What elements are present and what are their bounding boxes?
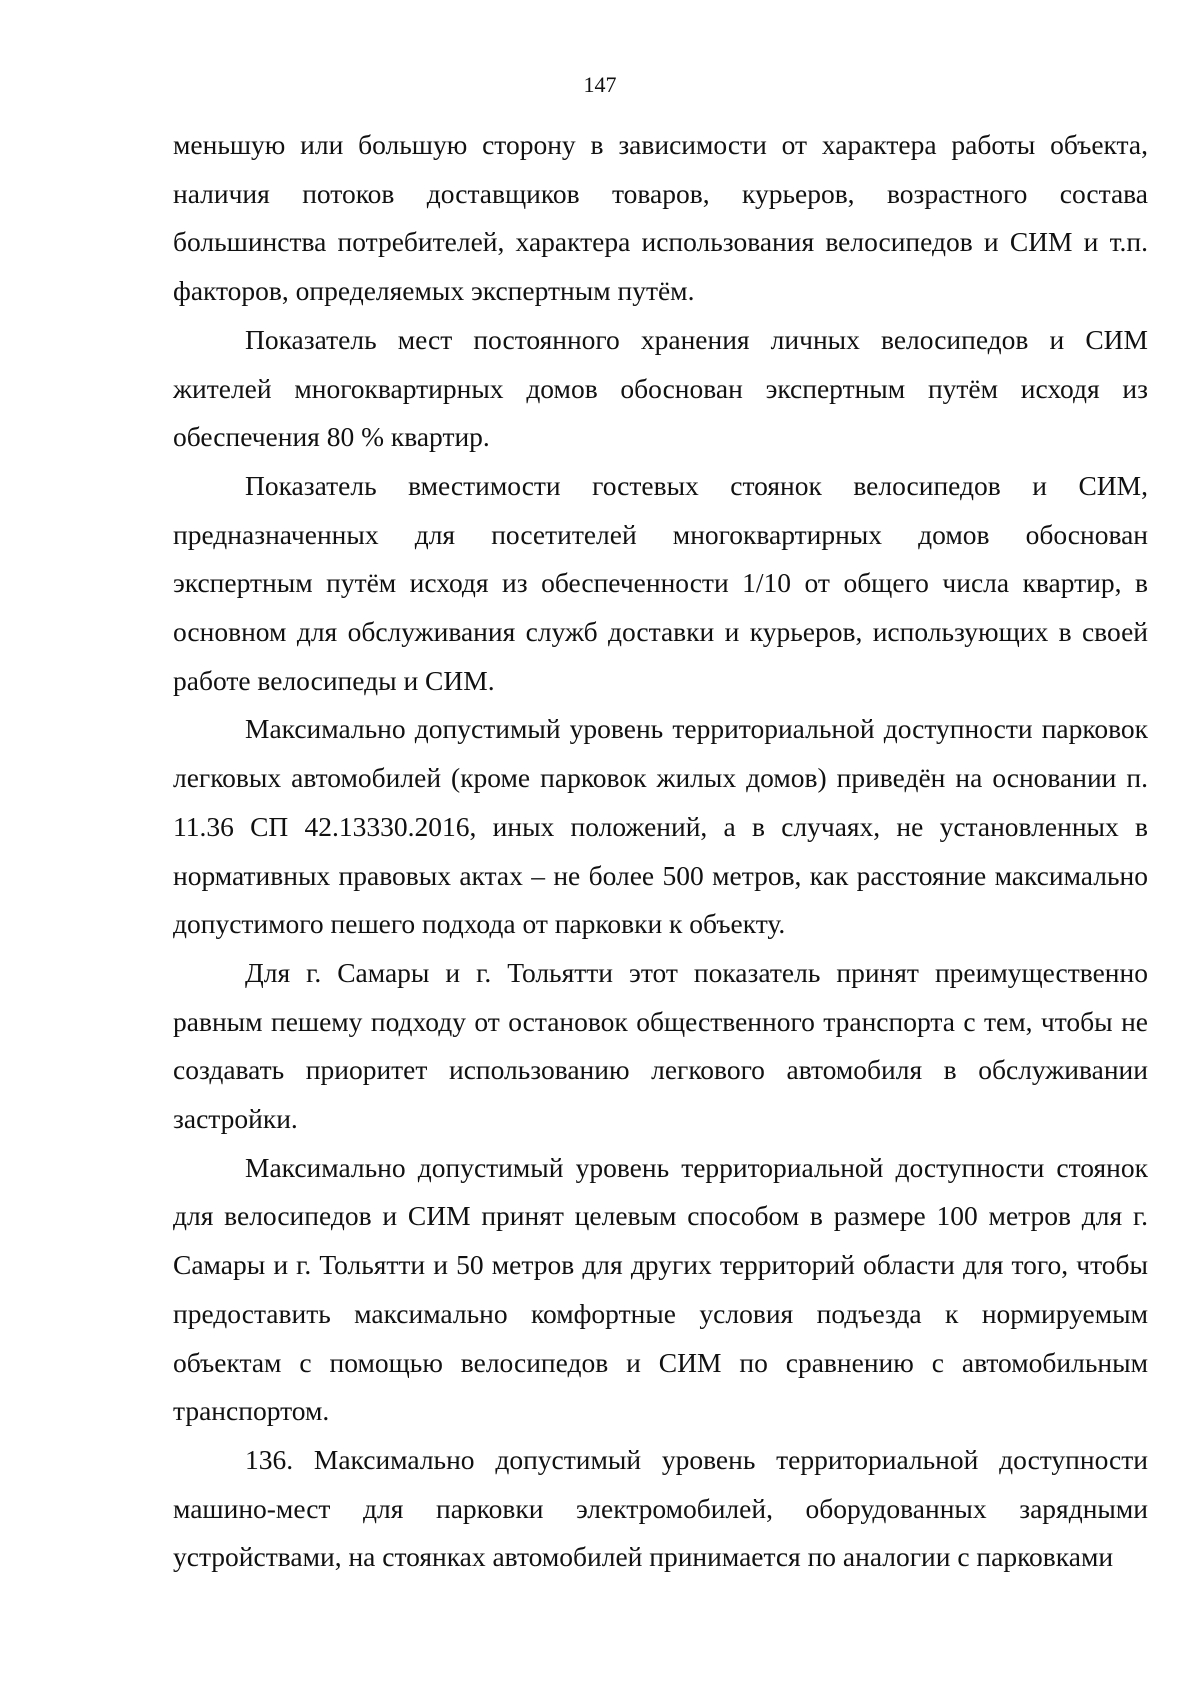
- paragraph-storage-indicator: Показатель мест постоянного хранения личных велосипедов и СИМ жителей многоквартирных домов обоснован экспертным путём исходя из обеспечения 80 % квартир.: [173, 323, 1148, 453]
- paragraph-car-parking-access: Максимально допустимый уровень территориальной доступности парковок легковых автомобилей (кроме парковок жилых домов) приведён на основании п. 11.36 СП 42.13330.2016, иных положений, а в случаях, не установленных в нормативных правовых актах – не более 500 метров, как расстояние максимально допустимого пешего подхода от парковки к объекту.: [173, 713, 1148, 940]
- paragraph-samara-togliatti: Для г. Самары и г. Тольятти этот показатель принят преимущественно равным пешему подходу от остановок общественного транспорта с тем, чтобы не создавать приоритет использованию легкового автомобиля в обслуживании застройки.: [173, 956, 1148, 1135]
- paragraph-guest-parking: Показатель вместимости гостевых стоянок велосипедов и СИМ, предназначенных для посетителей многоквартирных домов обоснован экспертным путём исходя из обеспеченности 1/10 от общего числа квартир, в основном для обслуживания служб доставки и курьеров, использующих в своей работе велосипеды и СИМ.: [173, 469, 1148, 696]
- paragraph-item-136: 136. Максимально допустимый уровень территориальной доступности машино-мест для парковки электромобилей, оборудованных зарядными устройствами, на стоянках автомобилей принимается по аналогии с парковками: [173, 1443, 1148, 1573]
- paragraph-bicycle-access: Максимально допустимый уровень территориальной доступности стоянок для велосипедов и СИМ принят целевым способом в размере 100 метров для г. Самары и г. Тольятти и 50 метров для других территорий области для того, чтобы предоставить максимально комфортные условия подъезда к нормируемым объектам с помощью велосипедов и СИМ по сравнению с автомобильным транспортом.: [173, 1151, 1148, 1427]
- document-body: [173, 121, 1148, 1582]
- page-number: 147: [583, 72, 617, 97]
- paragraph-continuation: меньшую или большую сторону в зависимости от характера работы объекта, наличия потоков доставщиков товаров, курьеров, возрастного состава большинства потребителей, характера использования велосипедов и СИМ и т.п. факторов, определяемых экспертным путём.: [173, 129, 1148, 307]
